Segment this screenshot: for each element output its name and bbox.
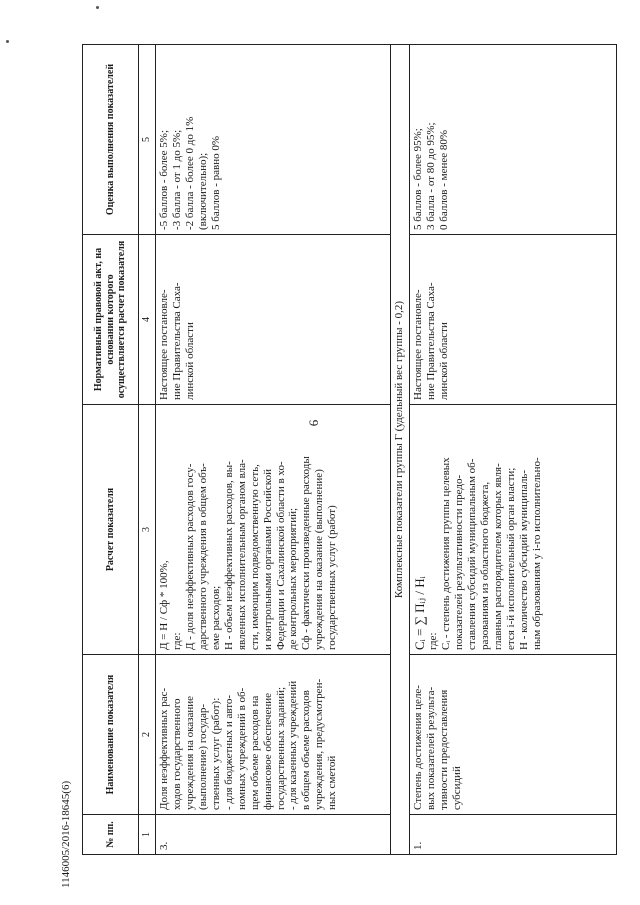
row1-score-line: 0 баллов - менее 80% (437, 129, 450, 230)
row1-name-line: Степень достижения целе- (411, 685, 424, 810)
row3-act (155, 235, 390, 405)
row1-name-line: тивности предоставления (437, 689, 450, 810)
row1-act-line: Настоящее постановле- (411, 289, 424, 400)
table-row-1 (409, 45, 616, 855)
table-header-row (83, 45, 139, 855)
row3-calc-line: Д = Н / Сф * 100%, (157, 560, 170, 650)
row3-act-line: ние Правительства Саха- (170, 282, 183, 400)
col-num-5: 5 (139, 45, 156, 235)
row3-score-line: -5 баллов - более 5%; (157, 130, 170, 230)
row1-calc-line: ется i-й исполнительный орган власти; (504, 467, 517, 650)
scan-speck (96, 6, 99, 9)
row3-calc-line: Сф - фактически произведенные расходы (300, 456, 313, 650)
row3-score-line: -3 балла - от 1 до 5%; (170, 129, 183, 230)
row1-calc-line: где: (427, 632, 440, 650)
row1-name-line: вых показателей результа- (424, 686, 437, 810)
row3-calc-line: где: (170, 632, 183, 650)
row3-calc-line: явленных исполнительным органом вла- (235, 459, 248, 650)
row1-act-line: ние Правительства Саха- (424, 282, 437, 400)
row3-score-line: (включительно); (196, 152, 209, 230)
row3-name-line: - для казенных учреждений (287, 680, 300, 810)
row3-name-line: - для бюджетных и авто- (222, 694, 235, 810)
row3-calc-line: Федерации и Сахалинской области в хо- (274, 461, 287, 650)
row3-name-line: (выполнение) государ- (196, 703, 209, 810)
header-calc: Расчет показателя (83, 405, 139, 655)
row1-calc (409, 405, 616, 655)
row3-score-line: 5 баллов - равно 0% (209, 135, 222, 230)
indicator-table (82, 44, 617, 855)
row3-calc-line: де контрольных мероприятий; (287, 507, 300, 650)
row3-name-line: учреждения, предусмотрен- (313, 678, 326, 810)
col-num-3: 3 (139, 405, 156, 655)
row3-calc-line: еме расходов; (209, 585, 222, 650)
row3-calc (155, 405, 390, 655)
rotated-table-frame (82, 45, 617, 855)
row3-calc-line: Н - объем неэффективных расходов, вы- (222, 461, 235, 650)
row3-act-line: Настоящее постановле- (157, 289, 170, 400)
row3-name-line: ственных услуг (работ): (209, 697, 222, 810)
row3-name (155, 655, 390, 815)
row1-calc-line: ным образованиям у i-го исполнительно- (530, 457, 543, 650)
row1-calc-line: ставления субсидий муниципальным об- (466, 458, 479, 650)
col-num-2: 2 (139, 655, 156, 815)
row3-calc-line: сти, имеющим подведомственную сеть, (248, 464, 261, 650)
row1-score (409, 45, 616, 235)
row3-calc-line: Д - доля неэффективных расходов госу- (183, 463, 196, 650)
table-row-3 (155, 45, 390, 855)
row1-calc-line: главным распорядителем которых явля- (491, 463, 504, 650)
row3-calc-line: дарственного учреждения в общем объ- (196, 463, 209, 650)
column-number-row (139, 45, 156, 855)
header-name: Наименование показателя (83, 655, 139, 815)
row1-act (409, 235, 616, 405)
row3-act-line: линской области (183, 322, 196, 400)
row3-score-line: -2 балла - более 0 до 1% (183, 116, 196, 230)
document-footer: 1146005/2016-18645(6) (60, 780, 72, 888)
row3-number: 3. (155, 815, 390, 855)
row1-name (409, 655, 616, 815)
row3-name-line: государственных заданий; (274, 686, 287, 810)
row3-score (155, 45, 390, 235)
scan-speck (6, 40, 9, 43)
row3-name-line: финансовое обеспечение (261, 693, 274, 810)
row3-calc-line: учреждения на оказание (выполнение) (313, 469, 326, 650)
col-num-1: 1 (139, 815, 156, 855)
row3-name-line: щем объеме расходов на (248, 695, 261, 810)
row3-name-line: в общем объеме расходов (300, 690, 313, 810)
row3-calc-line: и контрольными органами Российской (261, 469, 274, 650)
row1-score-line: 5 баллов - более 95%; (411, 128, 424, 230)
row1-number: 1. (409, 815, 616, 855)
row3-calc-line: государственных услуг (работ) (326, 505, 339, 650)
header-act: Нормативный правовой акт, на основании которого осуществляется расчет показателя (83, 235, 139, 405)
header-number: № пп. (83, 815, 139, 855)
row1-calc-line: разованиям из областного бюджета, (479, 481, 491, 650)
row1-calc-line: показателей результативности предо- (453, 474, 466, 650)
row1-formula: Cᵢ = ∑ Пᵢⱼ / Hᵢ (411, 576, 427, 650)
row1-calc-line: Cᵢ - степень достижения группы целевых (440, 457, 453, 650)
row1-act-line: линской области (437, 322, 450, 400)
group-header: Комплексные показатели группы Г (удельный вес группы - 0,2) (390, 45, 409, 855)
row3-name-line: Доля неэффективных рас- (157, 687, 170, 810)
header-score: Оценка выполнения показателей (83, 45, 139, 235)
col-num-4: 4 (139, 235, 156, 405)
row1-name-line: субсидий (450, 766, 463, 810)
row3-name-line: ходов государственного (170, 698, 183, 810)
row3-name-line: учреждения на оказание (183, 695, 196, 810)
row3-name-line: номных учреждений в об- (235, 687, 248, 810)
page-number: 6 (306, 419, 321, 427)
row3-name-line: ных сметой (326, 755, 339, 810)
row1-score-line: 3 балла - от 80 до 95%; (424, 122, 437, 230)
row1-calc-line: Н - количество субсидий муниципаль- (517, 470, 530, 650)
group-header-row (390, 45, 409, 855)
